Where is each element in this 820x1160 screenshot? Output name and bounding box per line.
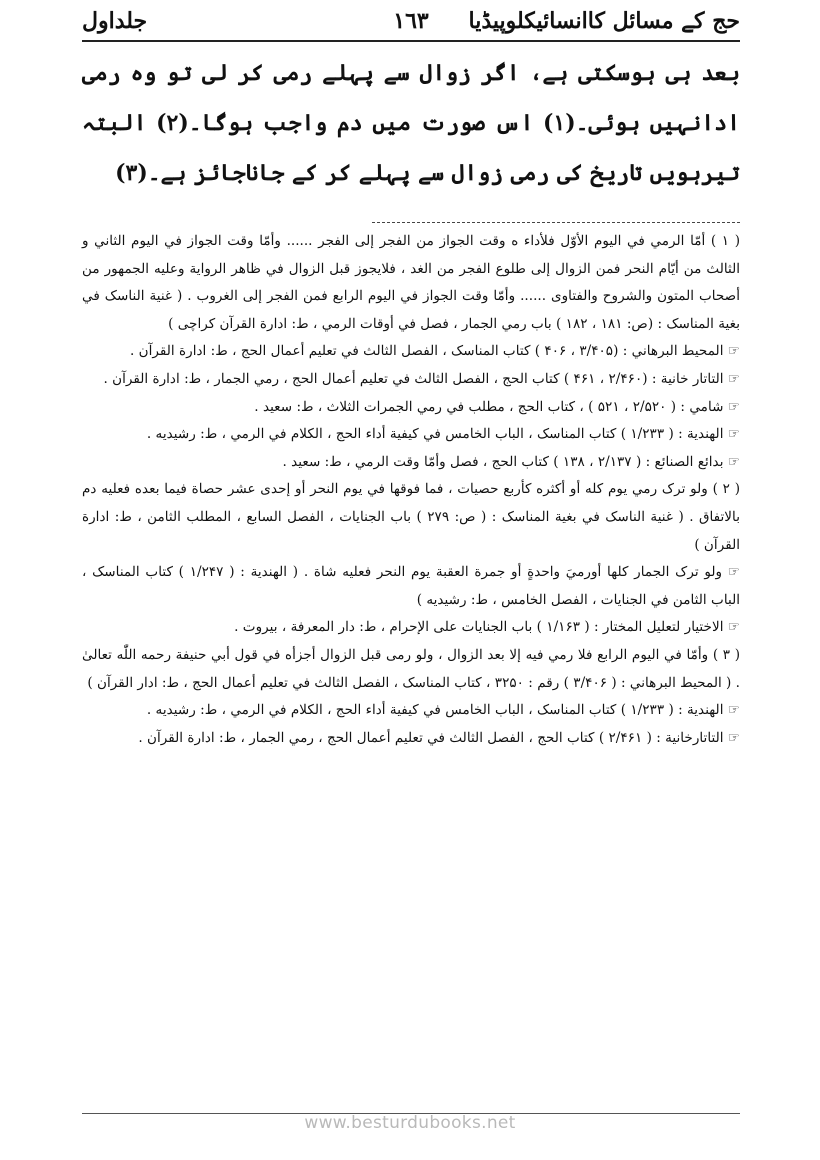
footnote-reference: ☞ الهندية : ( ۱/۲۳۳ ) کتاب المناسک ، الباب الخامس في کيفية أداء الحج ، الکلام في الرمي ، ط: رشيديه . — [82, 697, 740, 725]
footnote-reference: ☞ شامي : ( ۲/۵۲۰ ، ۵۲۱ ) ، کتاب الحج ، مطلب في رمي الجمرات الثلاث ، ط: سعيد . — [82, 394, 740, 422]
footnote-reference: ☞ ولو ترک الجمار کلها أورميَ واحدةٍ أو جمرة العقبة يوم النحر فعليه شاة . ( الهندية : ( ۱/۲۴۷ ) کتاب المناسک ، الباب الثامن في الجنايات ، الفصل الخامس ، ط: رشيديه ) — [82, 559, 740, 614]
footnotes-block — [82, 228, 740, 752]
page-number: ١٦٣ — [393, 8, 429, 34]
footnote-2: ( ۲ ) ولو ترک رمي يوم کله أو أکثره کأربع حصيات ، فما فوقها في يوم النحر أو إحدى عشر حصاة فيما بعده فعليه دم بالاتفاق . ( غنية الناسک في بغية المناسک : ( ص: ۲۷۹ ) باب الجنايات ، الفصل السابع ، المطلب الثامن ، ط: ادارة القرآن ) — [82, 481, 741, 553]
footnote-reference: ☞ بدائع الصنائع : ( ۲/۱۳۷ ، ۱۳۸ ) کتاب الحج ، فصل وأمّا وقت الرمي ، ط: سعيد . — [82, 449, 740, 477]
footnote-reference: ☞ الهندية : ( ۱/۲۳۳ ) کتاب المناسک ، الباب الخامس في کيفية أداء الحج ، الکلام في الرمي ، ط: رشيديه . — [82, 421, 740, 449]
footnote-3: ( ۳ ) وأمّا في اليوم الرابع فلا رمي فيه إلا بعد الزوال ، ولو رمى قبل الزوال أجزأه في قول أبي حنيفة رحمه اللّٰه تعالىٰ . ( المحيط البرهاني : ( ۳/۴۰۶ ) رقم : ۳۲۵۰ ، کتاب المناسک ، الفصل الثالث في تعليم أعمال الحج ، ط: ادار القرآن ) — [82, 646, 740, 691]
footnote-separator — [372, 222, 740, 223]
footnote-reference: ☞ التاتارخانية : ( ۲/۴۶۱ ) کتاب الحج ، الفصل الثالث في تعليم أعمال الحج ، رمي الجمار ، ط: ادارة القرآن . — [82, 725, 740, 753]
volume-label: جلداول — [82, 8, 148, 34]
footnote-reference: ☞ التاتار خانية : (۲/۴۶۰ ، ۴۶۱ ) کتاب الحج ، الفصل الثالث في تعليم أعمال الحج ، رمي الجمار ، ط: ادارة القرآن . — [82, 366, 740, 394]
main-text-block — [82, 48, 740, 198]
watermark-text: www.besturdubooks.net — [304, 1113, 516, 1133]
footnote-reference: ☞ الاختيار لتعليل المختار : ( ۱/۱۶۳ ) باب الجنايات على الإحرام ، ط: دار المعرفة ، بيروت . — [82, 614, 740, 642]
page-header — [82, 8, 740, 38]
header-rule — [82, 40, 740, 42]
main-paragraph: بعد ہی ہوسکتی ہے، اگر زوال سے پہلے رمی کر لی تو وہ رمی ادانہیں ہوئی۔(۱) اس صورت میں دم واجب ہوگا۔(۲) البتہ تیرہویں تاریخ کی رمی زوال سے پہلے کر کے جاناجائز ہے۔(۳) — [82, 60, 740, 186]
book-title: حج کے مسائل کاانسائیکلوپیڈیا — [468, 8, 740, 34]
footnote-reference: ☞ المحيط البرهاني : (۳/۴۰۵ ، ۴۰۶ ) کتاب المناسک ، الفصل الثالث في تعليم أعمال الحج ، ط: ادارة القرآن . — [82, 338, 740, 366]
footnote-1: ( ۱ ) أمّا الرمي في اليوم الأوّل فلأداء ه وقت الجواز من الفجر إلى الفجر ...... وأمّا وقت الجواز في اليوم الثاني و الثالث من أيّام النحر فمن الزوال إلى طلوع الفجر من الغد ، فلايجوز قبل الزوال في ظاهر الرواية وعليه الجمهور من أصحاب المتون والشروح والفتاوى ...... وأمّا وقت الجواز في اليوم الرابع فمن الفجر إلى الغروب . ( غنية الناسک في بغية المناسک : (ص: ۱۸۱ ، ۱۸۲ ) باب رمي الجمار ، فصل في أوقات الرمي ، ط: ادارة القرآن کراچی ) — [82, 233, 740, 332]
